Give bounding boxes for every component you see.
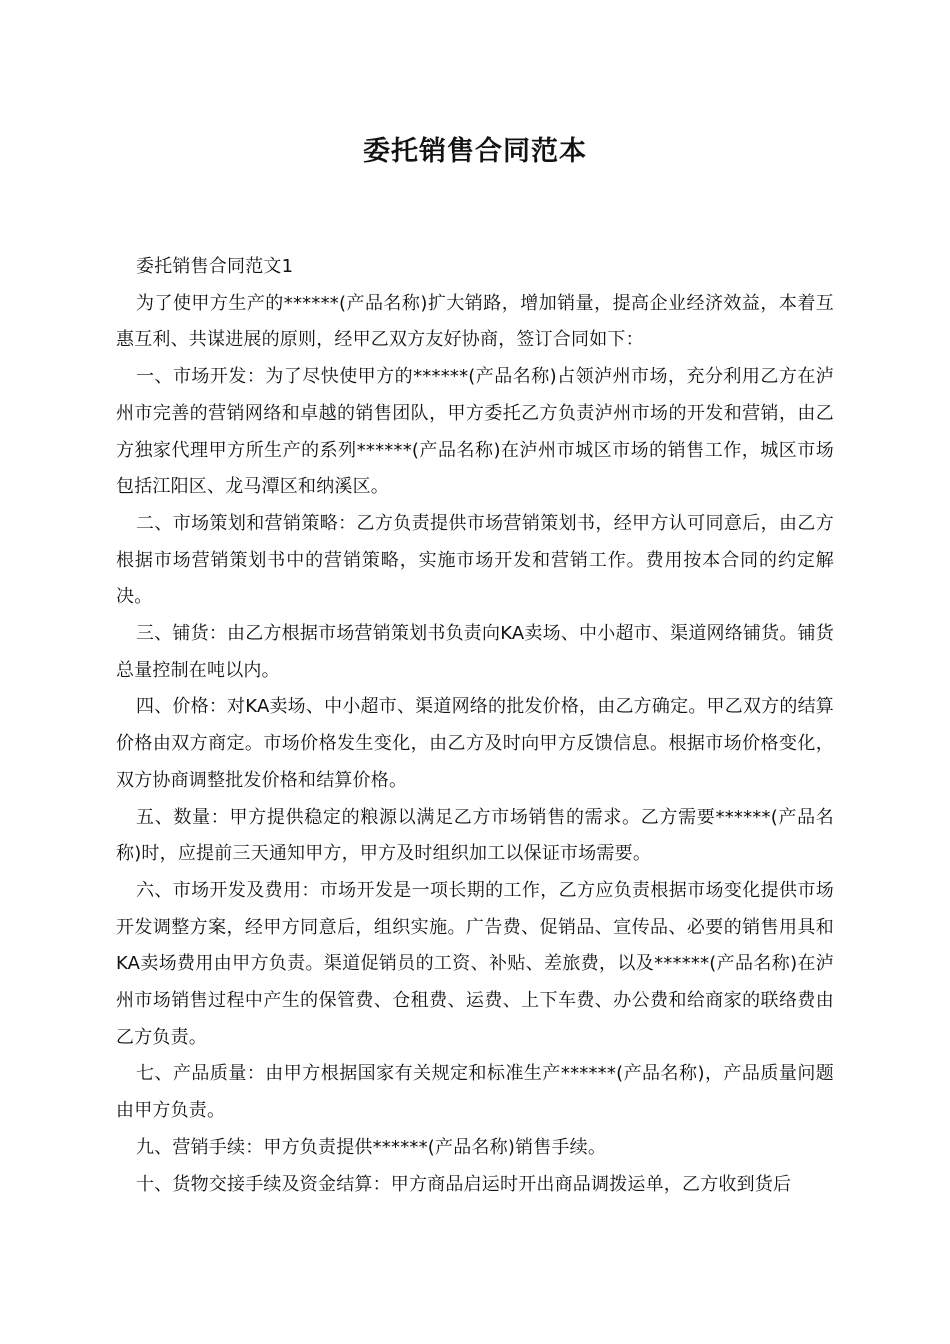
document-body xyxy=(116,249,834,1203)
clause-delivery-settlement: 十、货物交接手续及资金结算：甲方商品启运时开出商品调拨运单，乙方收到货后 xyxy=(136,1173,792,1195)
clause-product-quality: 七、产品质量：由甲方根据国家有关规定和标准生产******(产品名称)，产品质量问题由甲方负责。 xyxy=(116,1063,834,1122)
clause-market-costs: 六、市场开发及费用：市场开发是一项长期的工作，乙方应负责根据市场变化提供市场开发调整方案，经甲方同意后，组织实施。广告费、促销品、宣传品、必要的销售用具和KA卖场费用由甲方负责。渠道促销员的工资、补贴、差旅费，以及******(产品名称)在泸州市场销售过程中产生的保管费、仓租费、运费、上下车费、办公费和给商家的联络费由乙方负责。 xyxy=(116,879,834,1048)
document-title: 委托销售合同范本 xyxy=(363,136,587,167)
clause-sales-procedures: 九、营销手续：甲方负责提供******(产品名称)销售手续。 xyxy=(136,1136,607,1158)
clause-market-development: 一、市场开发：为了尽快使甲方的******(产品名称)占领泸州市场，充分利用乙方在泸州市完善的营销网络和卓越的销售团队，甲方委托乙方负责泸州市场的开发和营销，由乙方独家代理甲方所生产的系列******(产品名称)在泸州市城区市场的销售工作，城区市场包括江阳区、龙马潭区和纳溪区。 xyxy=(116,366,834,498)
clause-price: 四、价格：对KA卖场、中小超市、渠道网络的批发价格，由乙方确定。甲乙双方的结算价格由双方商定。市场价格发生变化，由乙方及时向甲方反馈信息。根据市场价格变化，双方协商调整批发价格和结算价格。 xyxy=(116,696,834,791)
clause-distribution: 三、铺货：由乙方根据市场营销策划书负责向KA卖场、中小超市、渠道网络铺货。铺货总量控制在吨以内。 xyxy=(116,623,834,681)
clause-marketing-strategy: 二、市场策划和营销策略：乙方负责提供市场营销策划书，经甲方认可同意后，由乙方根据市场营销策划书中的营销策略，实施市场开发和营销工作。费用按本合同的约定解决。 xyxy=(116,512,834,608)
preamble-paragraph: 为了使甲方生产的******(产品名称)扩大销路，增加销量，提高企业经济效益，本着互惠互利、共谋进展的原则，经甲乙双方友好协商，签订合同如下： xyxy=(116,292,834,351)
clause-quantity: 五、数量：甲方提供稳定的粮源以满足乙方市场销售的需求。乙方需要******(产品名称)时，应提前三天通知甲方，甲方及时组织加工以保证市场需要。 xyxy=(116,806,834,865)
section-heading: 委托销售合同范文1 xyxy=(136,256,294,277)
